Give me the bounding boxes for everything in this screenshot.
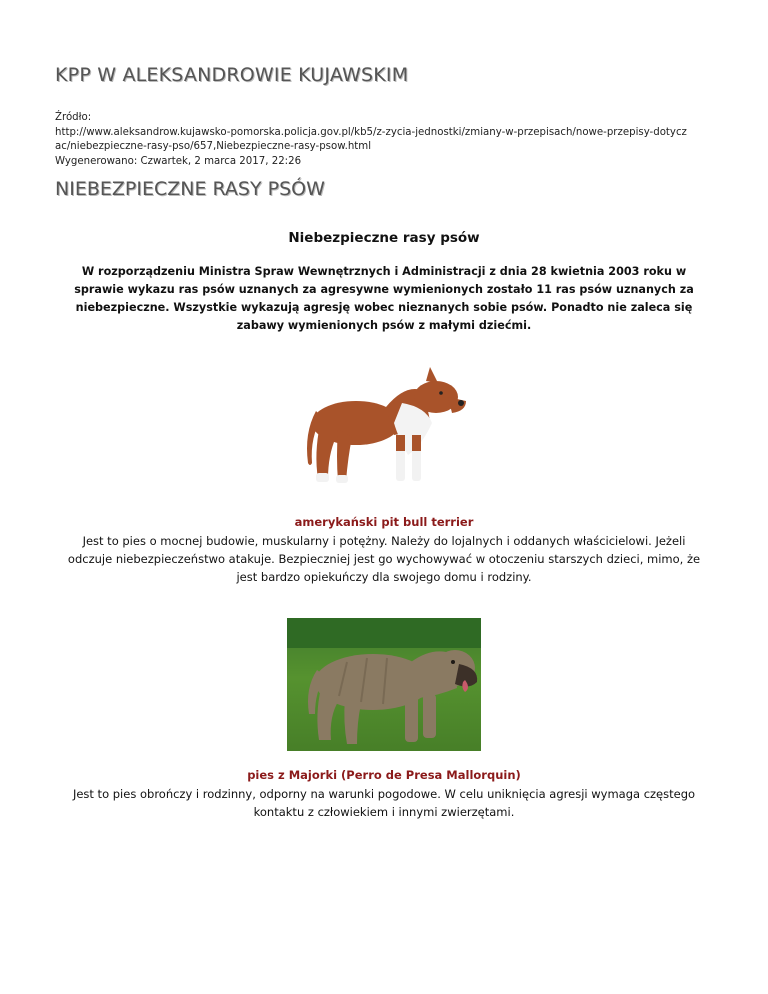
presa-mallorquin-photo	[287, 618, 481, 751]
lead-line: zabawy wymienionych psów z małymi dziećmi.	[236, 319, 532, 332]
pit-bull-photo	[298, 363, 468, 495]
lead-line: niebezpieczne. Wszystkie wykazują agresję wobec nieznanych sobie psów. Ponadto nie zaleca się	[75, 301, 693, 314]
breed-name: amerykański pit bull terrier	[294, 515, 474, 529]
desc-line: jest bardzo opiekuńczy dla swojego domu i rodziny.	[236, 570, 532, 584]
article-title: Niebezpieczne rasy psów	[288, 230, 480, 246]
source-url-line-1[interactable]: http://www.aleksandrow.kujawsko-pomorska.policja.gov.pl/kb5/z-zycia-jednostki/zmiany-w-przepisach/nowe-przepisy-dotycz	[55, 126, 687, 138]
desc-line: odczuje niebezpieczeństwo atakuje. Bezpieczniej jest go wychowywać w otoczeniu starszych dzieci, mimo, że	[67, 552, 701, 566]
article-lead	[55, 263, 713, 335]
lead-line: W rozporządzeniu Ministra Spraw Wewnętrznych i Administracji z dnia 28 kwietnia 2003 roku w	[81, 265, 687, 278]
desc-line: kontaktu z człowiekiem i innymi zwierzętami.	[253, 805, 515, 819]
page-heading: NIEBEZPIECZNE RASY PSÓW	[55, 178, 325, 200]
source-url-line-2[interactable]: ac/niebezpieczne-rasy-pso/657,Niebezpieczne-rasy-psow.html	[55, 141, 372, 152]
lead-line: sprawie wykazu ras psów uznanych za agresywne wymienionych zostało 11 ras psów uznanych za	[74, 283, 694, 296]
desc-line: Jest to pies obrończy i rodzinny, odporny na warunki pogodowe. W celu uniknięcia agresji wymaga częstego	[72, 787, 696, 801]
site-title: KPP W ALEKSANDROWIE KUJAWSKIM	[55, 64, 409, 86]
breed-name: pies z Majorki (Perro de Presa Mallorquin)	[247, 768, 521, 782]
generated-timestamp: Wygenerowano: Czwartek, 2 marca 2017, 22:26	[55, 155, 302, 167]
breed-description	[55, 785, 713, 821]
source-meta	[55, 111, 715, 169]
source-label: Źródło:	[55, 112, 92, 123]
desc-line: Jest to pies o mocnej budowie, muskularny i potężny. Należy do lojalnych i oddanych właścicielowi. Jeżeli	[82, 534, 686, 548]
breed-description	[55, 532, 713, 586]
